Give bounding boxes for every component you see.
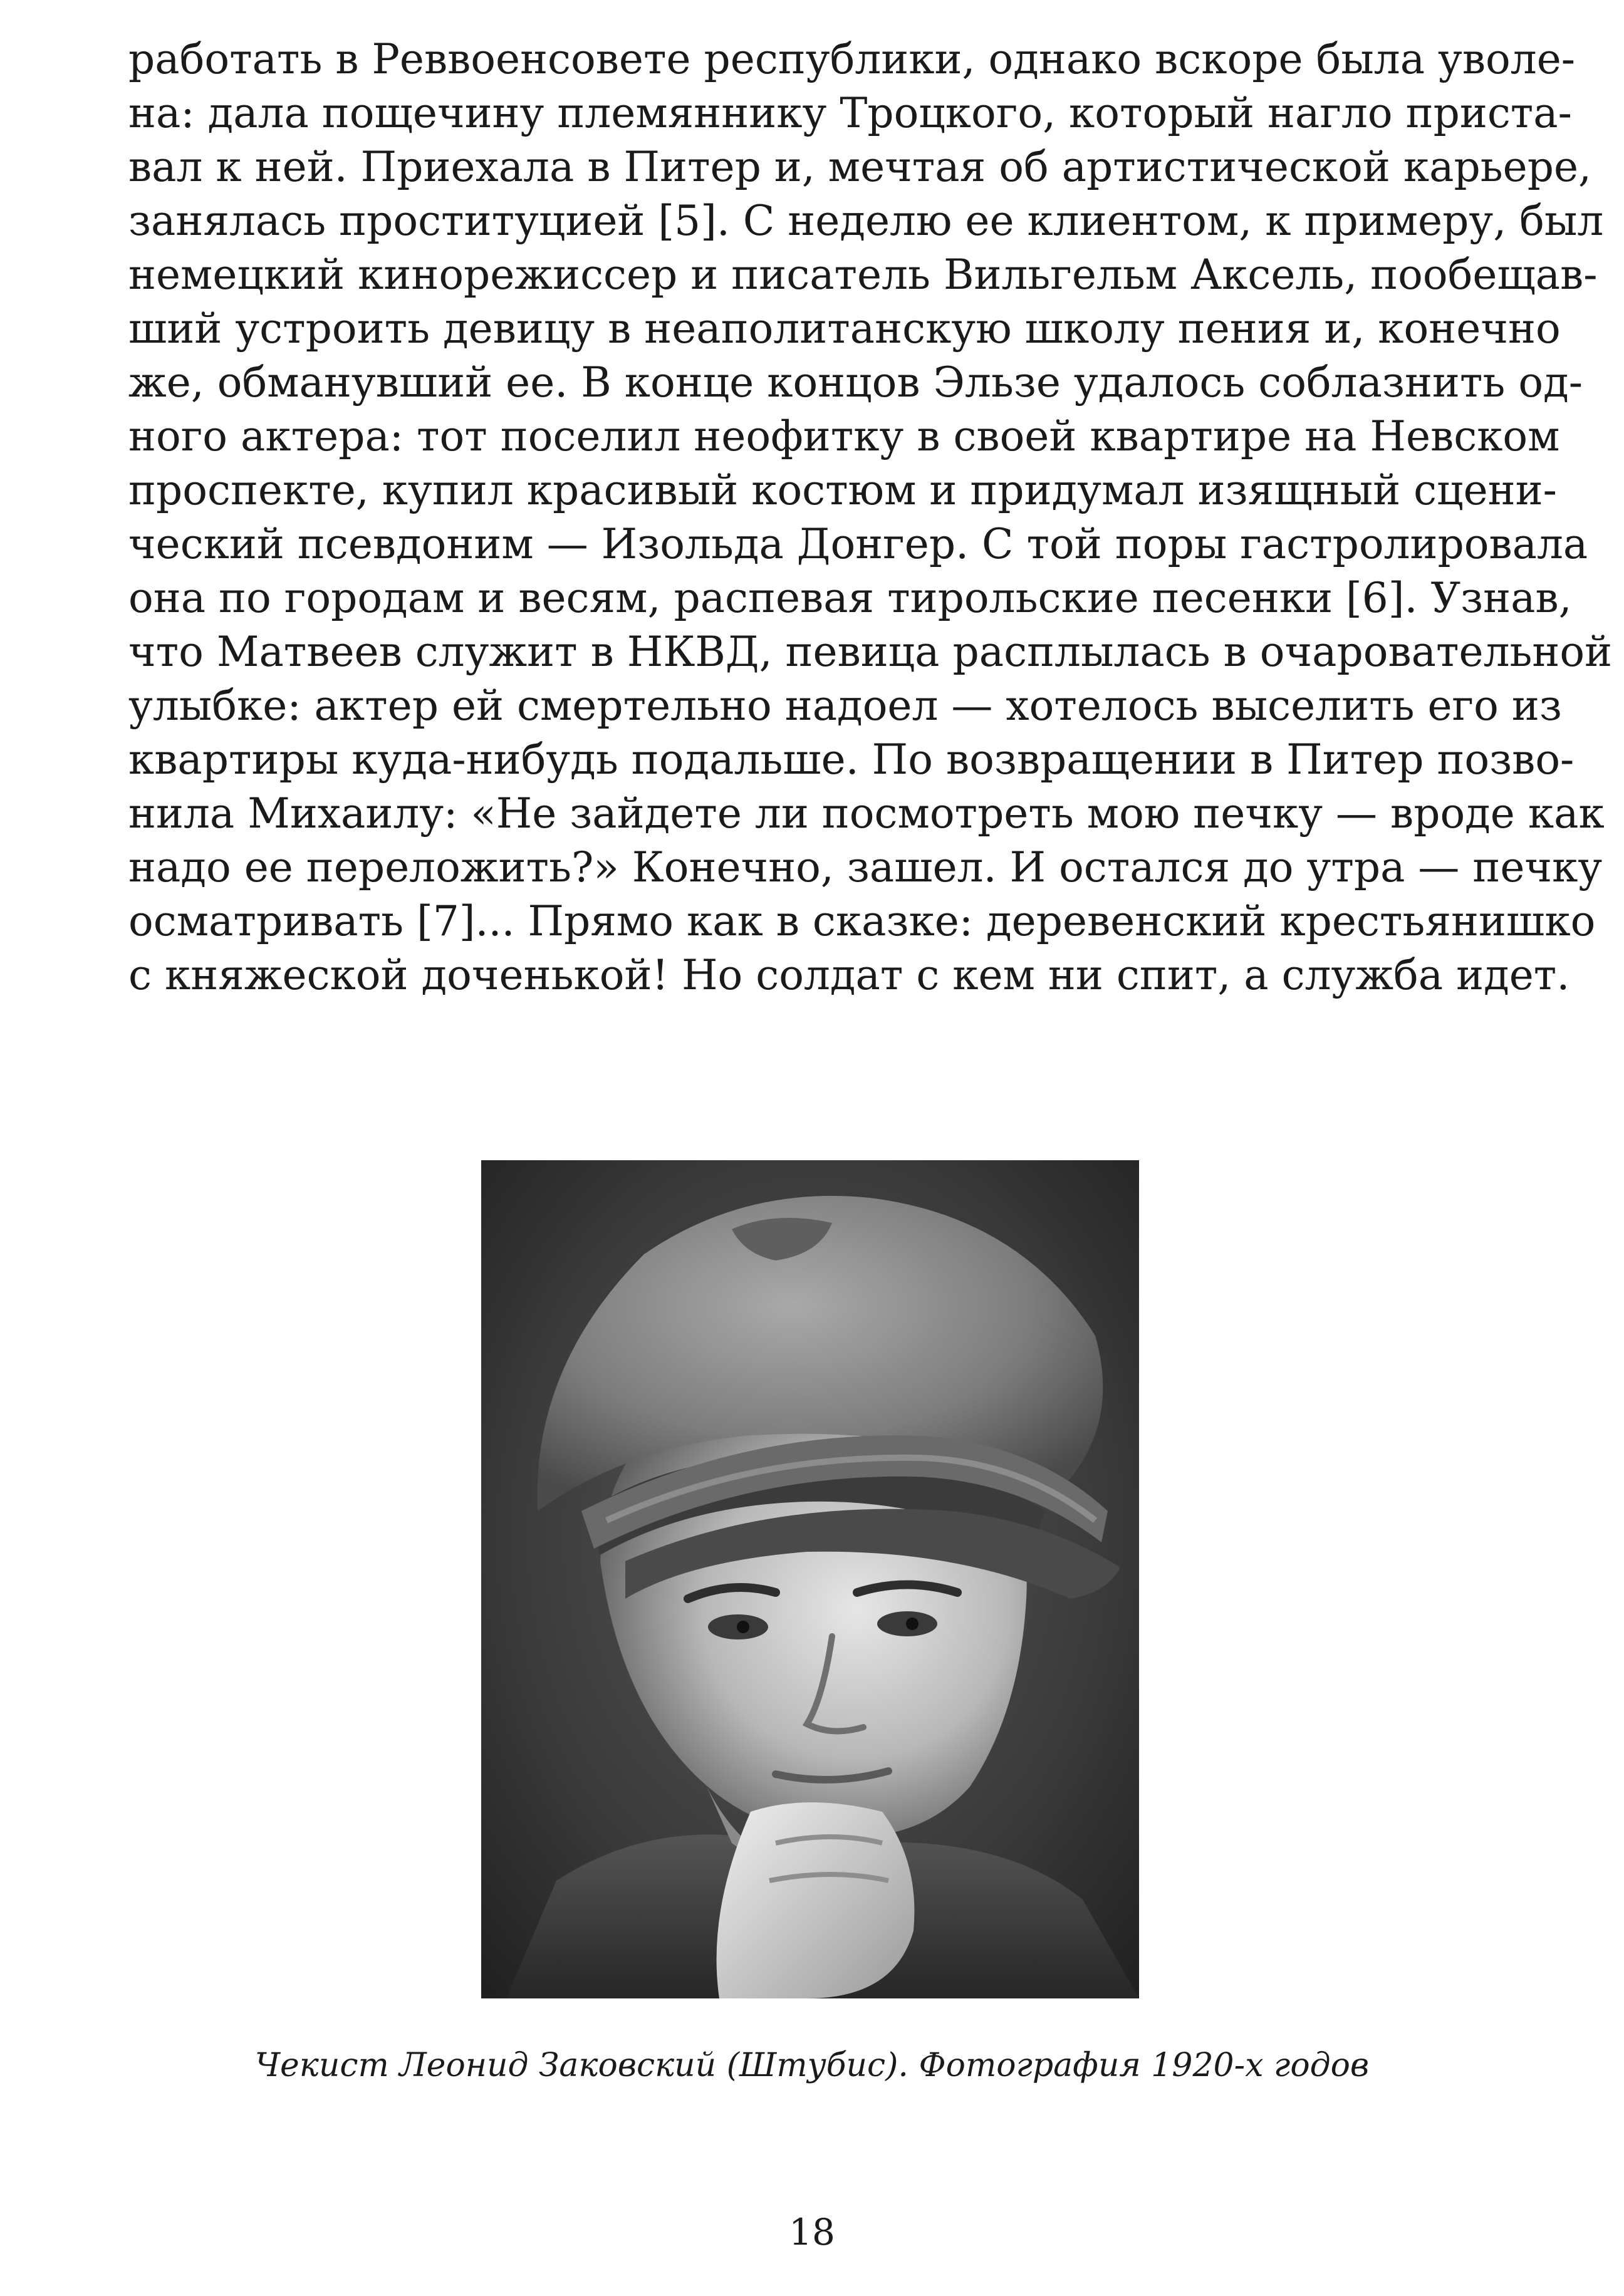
text-line-3: вал к ней. Приехала в Питер и, мечтая об артистической карьере, bbox=[128, 143, 1592, 191]
text-line-13: улыбке: актер ей смертельно надоел — хотелось выселить его из bbox=[128, 682, 1562, 730]
text-line-6: ший устроить девицу в неаполитанскую школу пения и, конечно bbox=[128, 304, 1561, 353]
text-line-12: что Матвеев служит в НКВД, певица расплылась в очаровательной bbox=[128, 628, 1613, 676]
body-text bbox=[128, 33, 1613, 1002]
text-line-14: квартиры куда-нибудь подальше. По возвращении в Питер позво- bbox=[128, 735, 1575, 784]
page-number: 18 bbox=[789, 2211, 835, 2253]
text-line-7: же, обманувший ее. В конце концов Эльзе удалось соблазнить од- bbox=[128, 358, 1583, 407]
text-line-2: на: дала пощечину племяннику Троцкого, который нагло приста- bbox=[128, 89, 1572, 137]
text-line-4: занялась проституцией [5]. С неделю ее клиентом, к примеру, был bbox=[128, 197, 1604, 245]
text-line-18: с княжеской доченькой! Но солдат с кем ни спит, а служба идет. bbox=[128, 951, 1570, 999]
text-line-11: она по городам и весям, распевая тирольские песенки [6]. Узнав, bbox=[128, 574, 1572, 622]
text-line-5: немецкий кинорежиссер и писатель Вильгельм Аксель, пообещав- bbox=[128, 251, 1598, 299]
text-line-17: осматривать [7]... Прямо как в сказке: деревенский крестьянишко bbox=[128, 897, 1596, 945]
text-line-8: ного актера: тот поселил неофитку в своей квартире на Невском bbox=[128, 412, 1560, 460]
text-line-1: работать в Реввоенсовете республики, однако вскоре была уволе- bbox=[128, 35, 1576, 83]
text-line-15: нила Михаилу: «Не зайдете ли посмотреть мою печку — вроде как bbox=[128, 789, 1605, 838]
portrait-illustration bbox=[481, 1160, 1139, 1998]
text-line-9: проспекте, купил красивый костюм и придумал изящный сцени- bbox=[128, 466, 1557, 514]
portrait-photo bbox=[481, 1160, 1139, 1998]
photo-caption: Чекист Леонид Заковский (Штубис). Фотография 1920-х годов bbox=[254, 2047, 1370, 2084]
text-line-16: надо ее переложить?» Конечно, зашел. И остался до утра — печку bbox=[128, 843, 1603, 891]
text-line-10: ческий псевдоним — Изольда Донгер. С той поры гастролировала bbox=[128, 520, 1588, 568]
